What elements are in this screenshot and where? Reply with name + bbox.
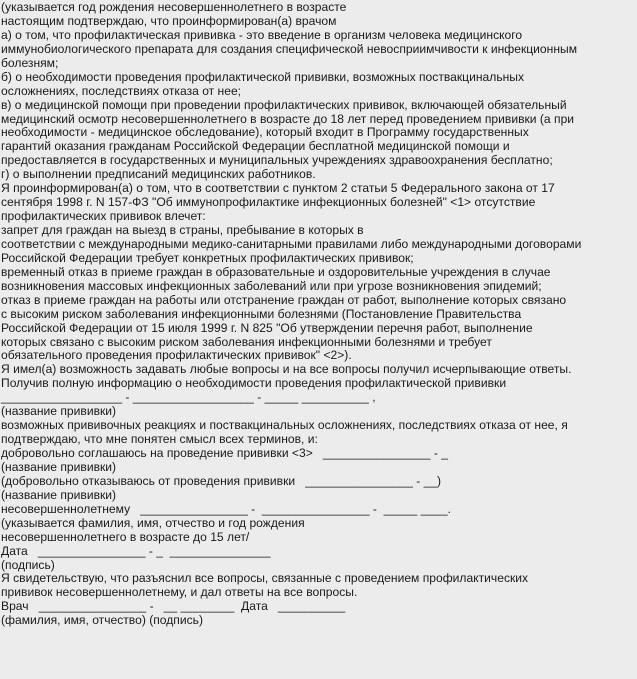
doc-line: (фамилия, имя, отчество) (подпись): [1, 613, 203, 628]
doc-line: (подпись): [1, 557, 55, 572]
doc-line: несовершеннолетнего в возрасте до 15 лет/: [1, 529, 250, 544]
doc-line: профилактических прививок влечет:: [1, 209, 206, 224]
doc-line: г) о выполнении предписаний медицинских работников.: [1, 167, 316, 182]
minor-name-blank: несовершеннолетнему ________________ - ________________ - _____ ____.: [1, 501, 451, 516]
doc-line: б) о необходимости проведения профилактической прививки, возможных поствакцинальных: [1, 69, 525, 84]
doc-line: медицинский осмотр несовершеннолетнего в возрасте до 18 лет перед проведением прививки (а при: [1, 111, 575, 126]
doc-line: временный отказ в приеме граждан в образовательные и оздоровительные учреждения в случае: [1, 264, 551, 279]
vaccine-name-blank: __________________ - __________________ - _____ __________ ,: [1, 390, 376, 405]
doc-line: отказ в приеме граждан на работы или отстранение граждан от работ, выполнение которых связано: [1, 292, 567, 307]
refusal-line: (добровольно отказываюсь от проведения прививки ________________ - __): [1, 473, 442, 488]
doc-line: Российской Федерации от 15 июля 1999 г. N 825 "Об утверждении перечня работ, выполнение: [1, 320, 533, 335]
doc-line: осложнениях, последствиях отказа от нее;: [1, 83, 242, 98]
doc-line: гарантий оказания гражданам Российской Федерации бесплатной медицинской помощи и: [1, 139, 510, 154]
date-signature-line: Дата ________________ - _ _______________: [1, 543, 271, 558]
doc-line: (указывается год рождения несовершеннолетнего в возрасте: [1, 0, 347, 14]
doc-line: болезням;: [1, 55, 59, 70]
doc-line: (указывается фамилия, имя, отчество и год рождения: [1, 515, 305, 530]
doc-line: (название прививки): [1, 404, 117, 419]
doc-line: необходимости - медицинское обследование), который входит в Программу государственных: [1, 125, 529, 140]
doc-line: возможных прививочных реакциях и поствакцинальных осложнениях, последствиях отказа от нее, я: [1, 418, 568, 433]
doc-line: Я свидетельствую, что разъяснил все вопросы, связанные с проведением профилактических: [1, 571, 529, 586]
doc-line: с высоким риском заболевания инфекционными болезнями (Постановление Правительства: [1, 306, 522, 321]
doc-line: прививок несовершеннолетнему, и дал ответы на все вопросы.: [1, 585, 358, 600]
doc-line: Я проинформирован(а) о том, что в соответствии с пунктом 2 статьи 5 Федерального закона от 17: [1, 181, 555, 196]
doc-line: предоставляется в государственных и муниципальных учреждениях здравоохранения бесплатно;: [1, 153, 553, 168]
consent-document: [1, 1, 637, 628]
doc-line: в) о медицинской помощи при проведении профилактических прививок, включающей обязательный: [1, 97, 567, 112]
doc-line: возникновения массовых инфекционных заболеваний или при угрозе возникновения эпидемий;: [1, 278, 542, 293]
doc-line: запрет для граждан на выезд в страны, пребывание в которых в: [1, 223, 364, 237]
doc-line: Я имел(а) возможность задавать любые вопросы и на все вопросы получил исчерпывающие ответы.: [1, 362, 572, 377]
consent-line: добровольно соглашаюсь на проведение прививки <3> ________________ - _: [1, 446, 448, 460]
doc-line: а) о том, что профилактическая прививка - это введение в организм человека медицинского: [1, 27, 523, 42]
doc-line: Получив полную информацию о необходимости проведения профилактической прививки: [1, 376, 507, 391]
doc-line: (название прививки): [1, 459, 117, 474]
doc-line: подтверждаю, что мне понятен смысл всех терминов, и:: [1, 432, 318, 447]
doc-line: которых связано с высоким риском заболевания инфекционными болезнями и требует: [1, 334, 492, 349]
doc-line: настоящим подтверждаю, что проинформирован(а) врачом: [1, 13, 337, 28]
doc-line: иммунобиологического препарата для создания специфической невосприимчивости к инфекционным: [1, 41, 578, 56]
doc-line: обязательного проведения профилактических прививок" <2>).: [1, 348, 352, 363]
doc-line: сентября 1998 г. N 157-ФЗ "Об иммунопрофилактике инфекционных болезней" <1> отсутствие: [1, 195, 536, 210]
doc-line: соответствии с международными медико-санитарными правилами либо международными договорами: [1, 236, 582, 251]
doc-line: Российской Федерации требует конкретных профилактических прививок;: [1, 250, 414, 265]
doctor-signature-line: Врач ________________ - __ ________ Дата __________: [1, 599, 346, 614]
doc-line: (название прививки): [1, 487, 117, 502]
